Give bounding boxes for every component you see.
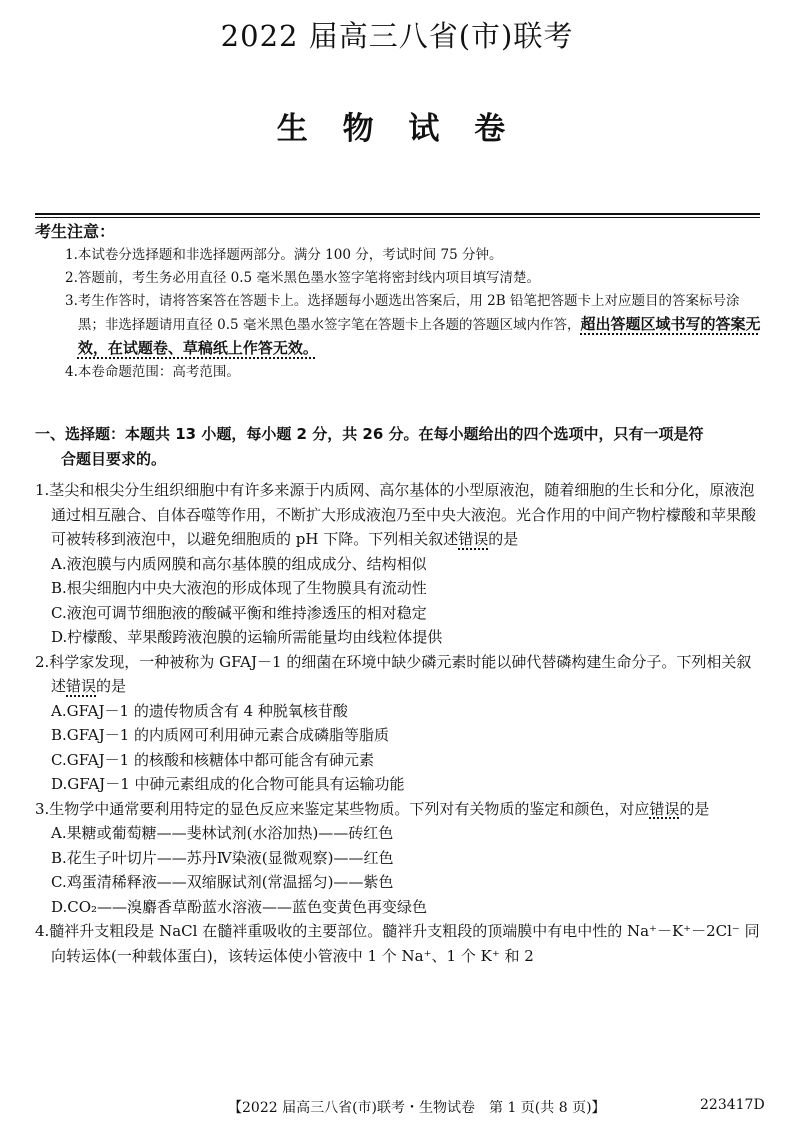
option-b: B.花生子叶切片——苏丹Ⅳ染液(显微观察)——红色	[51, 848, 394, 867]
question-list	[35, 478, 765, 968]
emphasis-mark: 错误	[66, 677, 97, 695]
section-line-1: 一、选择题：本题共 13 小题，每小题 2 分，共 26 分。在每小题给出的四个选项中，只有一项是符	[35, 425, 704, 443]
question-stem	[35, 650, 765, 699]
emphasis-mark: 错误	[649, 799, 680, 818]
question-stem-tail: 的是	[96, 677, 127, 695]
notice-text: 本试卷分选择题和非选择题两部分。满分 100 分，考试时间 75 分钟。	[77, 247, 503, 263]
question-3	[35, 797, 765, 920]
option-d: D.CO₂——溴麝香草酚蓝水溶液——蓝色变黄色再变绿色	[51, 897, 428, 916]
notice-text-wrap	[78, 290, 765, 361]
option-a: A.果糖或葡萄糖——斐林试剂(水浴加热)——砖红色	[51, 824, 394, 842]
notice-number: 4.	[65, 364, 78, 380]
question-stem-text: 4.髓袢升支粗段是 NaCl 在髓袢重吸收的主要部位。髓袢升支粗段的顶端膜中有电中性的 Na⁺－K⁺－2Cl⁻ 同向转运体(一种载体蛋白)，该转运体使小管液中 1 个 Na⁺、1 个 K⁺ 和 2	[35, 922, 760, 965]
question-stem-text: 1.茎尖和根尖分生组织细胞中有许多来源于内质网、高尔基体的小型原液泡，随着细胞的生长和分化，原液泡通过相互融合、自体吞噬等作用，不断扩大形成液泡乃至中央大液泡。光合作用的中间产物柠檬酸和苹果酸可被转移到液泡中，以避免细胞质的 pH 下降。下列相关叙述	[35, 481, 757, 548]
option-d: D.GFAJ－1 中砷元素组成的化合物可能具有运输功能	[51, 775, 405, 793]
notice-item-1	[65, 244, 765, 267]
question-stem	[35, 797, 765, 822]
option-a: A.GFAJ－1 的遗传物质含有 4 种脱氧核苷酸	[51, 701, 348, 720]
divider-thick	[35, 213, 760, 215]
notice-text: 考生作答时，请将答案答在答题卡上。选择题每小题选出答案后，用 2B 铅笔把答题卡上对应题目的答案标号涂黑；非选择题请用直径 0.5 毫米黑色墨水签字笔在答题卡上各题的答题区域内作答，	[77, 293, 740, 333]
notice-number: 3.	[65, 293, 78, 309]
section-heading	[35, 422, 765, 472]
emphasis-mark: 错误	[458, 530, 489, 548]
notice-number: 2.	[65, 270, 78, 286]
option-b: B.GFAJ－1 的内质网可利用砷元素合成磷脂等脂质	[51, 726, 390, 744]
notice-item-2	[65, 267, 765, 290]
option-c: C.鸡蛋清稀释液——双缩脲试剂(常温摇匀)——紫色	[51, 873, 394, 891]
section-line-2: 合题目要求的。	[61, 450, 167, 468]
divider-thin	[35, 217, 760, 218]
footer-page-info: 【2022 届高三八省(市)联考・生物试卷 第 1 页(共 8 页)】	[228, 1100, 606, 1116]
option-d: D.柠檬酸、苹果酸跨液泡膜的运输所需能量均由线粒体提供	[51, 628, 443, 646]
exam-title: 2022 届高三八省(市)联考	[220, 19, 574, 53]
notice-list	[65, 244, 765, 384]
footer-code: 223417D	[700, 1097, 765, 1113]
question-4	[35, 919, 765, 968]
subject-title: 生 物 试 卷	[276, 111, 518, 147]
option-a: A.液泡膜与内质网膜和高尔基体膜的组成成分、结构相似	[51, 554, 427, 573]
notice-text: 本卷命题范围：高考范围。	[77, 364, 240, 380]
question-stem	[35, 919, 765, 968]
notice-warning-bold: 超出答题区域书写的答案无效，在试题卷、草稿纸上作答无效。	[77, 315, 761, 357]
notice-number: 1.	[65, 247, 78, 263]
question-2	[35, 650, 765, 797]
notice-heading: 考生注意：	[35, 222, 116, 241]
notice-item-4	[65, 361, 765, 384]
option-c: C.GFAJ－1 的核酸和核糖体中都可能含有砷元素	[51, 750, 374, 769]
notice-text: 答题前，考生务必用直径 0.5 毫米黑色墨水签字笔将密封线内项目填写清楚。	[77, 270, 540, 286]
notice-item-3	[65, 290, 765, 361]
question-stem-tail: 的是	[679, 799, 710, 818]
question-1	[35, 478, 765, 650]
question-stem-text: 2.科学家发现，一种被称为 GFAJ－1 的细菌在环境中缺少磷元素时能以砷代替磷构建生命分子。下列相关叙述	[35, 652, 752, 695]
question-stem	[35, 478, 765, 552]
option-c: C.液泡可调节细胞液的酸碱平衡和维持渗透压的相对稳定	[51, 603, 427, 622]
question-stem-tail: 的是	[488, 530, 519, 548]
option-b: B.根尖细胞内中央大液泡的形成体现了生物膜具有流动性	[51, 579, 427, 597]
question-stem-text: 3.生物学中通常要利用特定的显色反应来鉴定某些物质。下列对有关物质的鉴定和颜色，对应	[35, 799, 650, 818]
